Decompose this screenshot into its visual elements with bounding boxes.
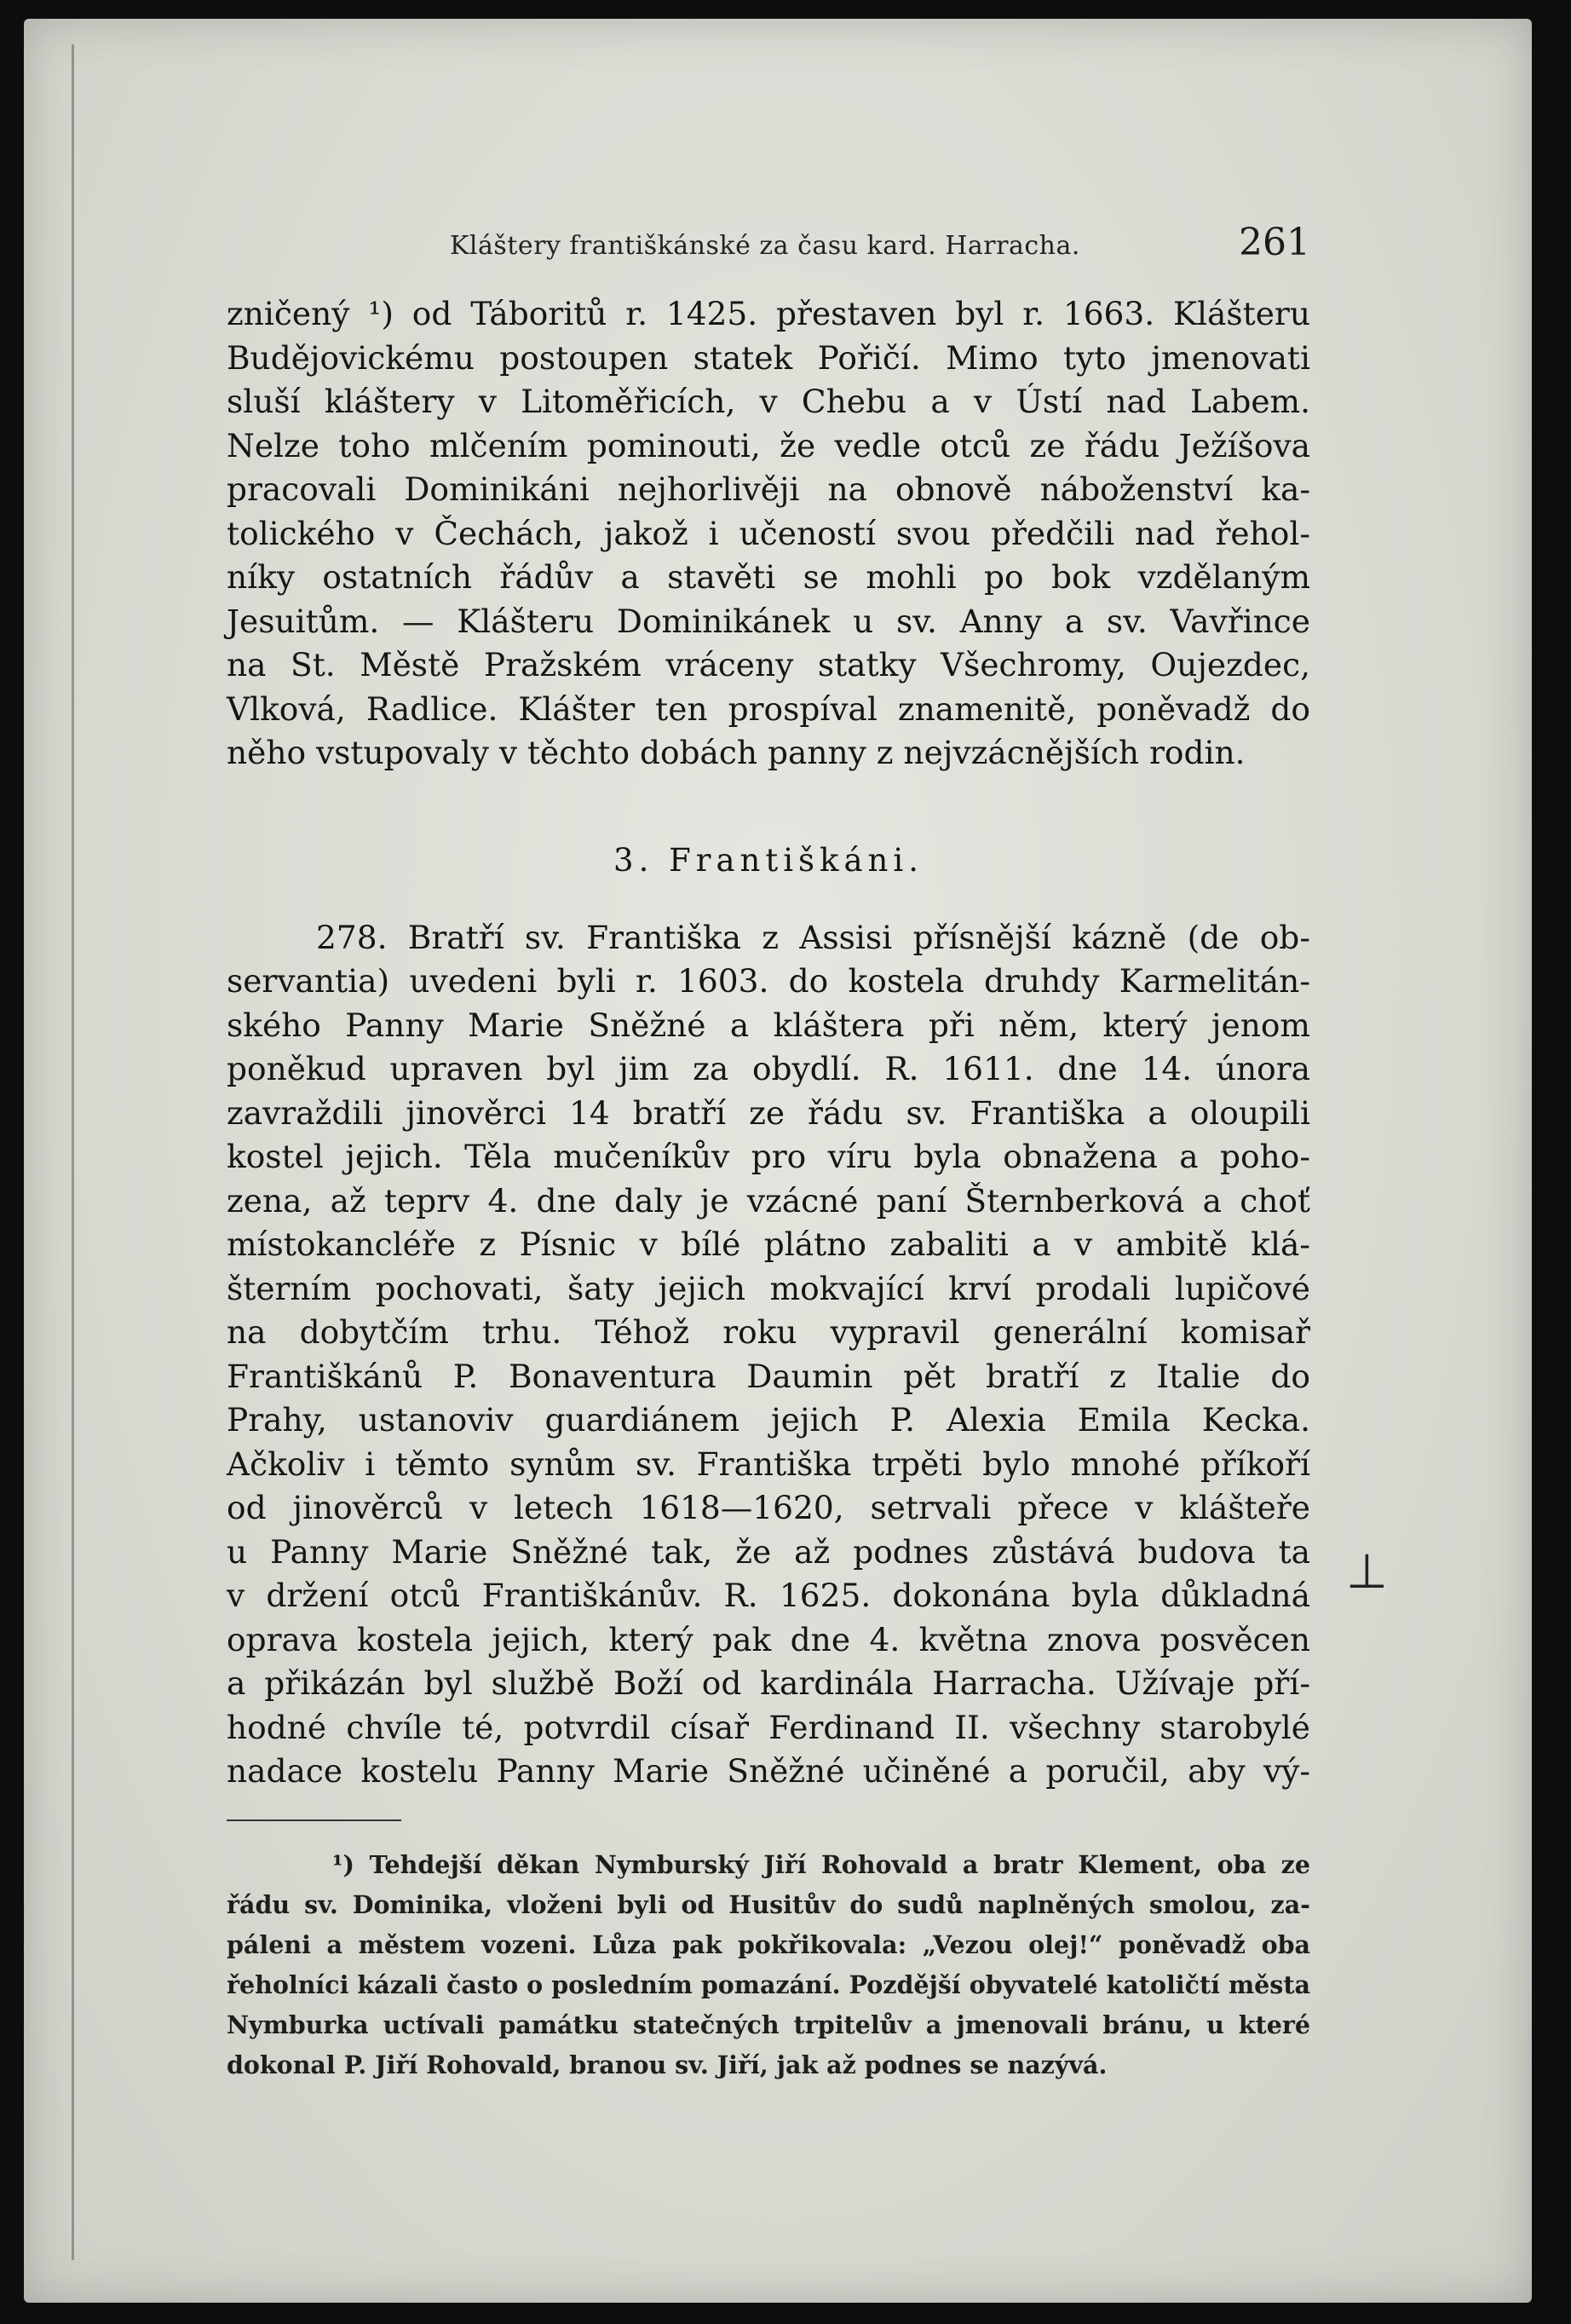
section-text bbox=[227, 916, 1310, 1794]
text-line: Nelze toho mlčením pominouti, že vedle otců ze řádu Ježíšova bbox=[227, 426, 1310, 464]
footnote-line: dokonal P. Jiří Rohovald, branou sv. Jiří, jak až podnes se nazývá. bbox=[227, 2050, 1108, 2079]
text-line: 278. Bratří sv. Františka z Assisi přísnější kázně (de ob- bbox=[316, 918, 1310, 956]
text-line: hodné chvíle té, potvrdil císař Ferdinand II. všechny starobylé bbox=[227, 1708, 1310, 1746]
text-line: poněkud upraven byl jim za obydlí. R. 1611. dne 14. února bbox=[227, 1050, 1310, 1087]
text-line: kostel jejich. Těla mučeníkův pro víru byla obnažena a poho- bbox=[227, 1138, 1310, 1175]
text-line: Budějovickému postoupen statek Pořičí. Mimo tyto jmenovati bbox=[227, 338, 1310, 377]
footnote-line: páleni a městem vozeni. Lůza pak pokřikovala: „Vezou olej!“ poněvadž oba bbox=[227, 1929, 1310, 1959]
text-line: pracovali Dominikáni nejhorlivěji na obnově náboženství ka- bbox=[227, 470, 1310, 508]
footnotes bbox=[227, 1845, 1310, 2085]
text-line: Vlková, Radlice. Klášter ten prospíval znamenitě, poněvadž do bbox=[227, 689, 1310, 728]
header-title: Kláštery františkánské za času kard. Harracha. bbox=[450, 231, 1080, 261]
scanned-page bbox=[24, 19, 1532, 2303]
text-line: u Panny Marie Sněžné tak, že až podnes zůstává budova ta bbox=[227, 1532, 1310, 1571]
text-line: ského Panny Marie Sněžné a kláštera při něm, který jenom bbox=[227, 1006, 1310, 1044]
page-number: 261 bbox=[1239, 221, 1310, 264]
section-heading: 3. Františkáni. bbox=[613, 841, 924, 879]
text-line: oprava kostela jejich, který pak dne 4. května znova posvěcen bbox=[227, 1620, 1310, 1658]
text-line: v držení otců Františkánův. R. 1625. dokonána byla důkladná bbox=[227, 1577, 1310, 1614]
text-line: od jinověrců v letech 1618—1620, setrvali přece v klášteře bbox=[227, 1489, 1310, 1526]
text-line: na dobytčím trhu. Téhož roku vypravil generální komisař bbox=[227, 1313, 1310, 1351]
text-line: šterním pochovati, šaty jejich mokvající krví prodali lupičové bbox=[227, 1269, 1310, 1307]
text-line: Jesuitům. — Klášteru Dominikánek u sv. Anny a sv. Vavřince bbox=[227, 602, 1310, 640]
text-line: na St. Městě Pražském vráceny statky Všechromy, Oujezdec, bbox=[227, 646, 1310, 683]
margin-pencil-mark-icon: ⊥ bbox=[1346, 1544, 1388, 1600]
footnote-divider bbox=[227, 1819, 401, 1821]
text-line: Ačkoliv i těmto synům sv. Františka trpěti bylo mnohé příkoří bbox=[227, 1445, 1310, 1483]
running-header bbox=[227, 210, 1310, 270]
text-line: nadace kostelu Panny Marie Sněžné učiněné a poručil, aby vý- bbox=[227, 1752, 1310, 1790]
text-line: a přikázán byl službě Boží od kardinála Harracha. Užívaje pří- bbox=[227, 1664, 1310, 1702]
text-line: zena, až teprv 4. dne daly je vzácné paní Šternberková a choť bbox=[227, 1181, 1310, 1220]
text-line: Prahy, ustanoviv guardiánem jejich P. Alexia Emila Kecka. bbox=[227, 1401, 1310, 1439]
footnote-line: řeholníci kázali často o posledním pomazání. Pozdější obyvatelé katoličtí města bbox=[227, 1969, 1310, 1999]
body-text bbox=[227, 292, 1310, 776]
text-line: něho vstupovaly v těchto dobách panny z nejvzácnějších rodin. bbox=[227, 734, 1246, 771]
page-content bbox=[227, 210, 1310, 2085]
footnote-line: řádu sv. Dominika, vloženi byli od Husitův do sudů naplněných smolou, za- bbox=[227, 1889, 1310, 1919]
text-line: zavraždili jinověrci 14 bratří ze řádu sv. Františka a oloupili bbox=[227, 1093, 1310, 1132]
text-line: tolického v Čechách, jakož i učeností svou předčili nad řehol- bbox=[227, 514, 1310, 552]
footnote-line: ¹) Tehdejší děkan Nymburský Jiří Rohovald a bratr Klement, oba ze bbox=[332, 1849, 1310, 1879]
text-line: zničený ¹) od Táboritů r. 1425. přestaven byl r. 1663. Klášteru bbox=[227, 295, 1310, 332]
footnote-line: Nymburka uctívali památku statečných trpitelův a jmenovali bránu, u které bbox=[227, 2010, 1310, 2039]
text-line: sluší kláštery v Litoměřicích, v Chebu a v Ústí nad Labem. bbox=[227, 383, 1310, 420]
binding-shadow bbox=[72, 44, 74, 2260]
text-line: místokancléře z Písnic v bílé plátno zabaliti a v ambitě klá- bbox=[227, 1225, 1310, 1263]
text-line: Františkánů P. Bonaventura Daumin pět bratří z Italie do bbox=[227, 1357, 1310, 1395]
text-line: níky ostatních řádův a stavěti se mohli po bok vzdělaným bbox=[227, 558, 1310, 596]
text-line: servantia) uvedeni byli r. 1603. do kostela druhdy Karmelitán- bbox=[227, 962, 1310, 1000]
